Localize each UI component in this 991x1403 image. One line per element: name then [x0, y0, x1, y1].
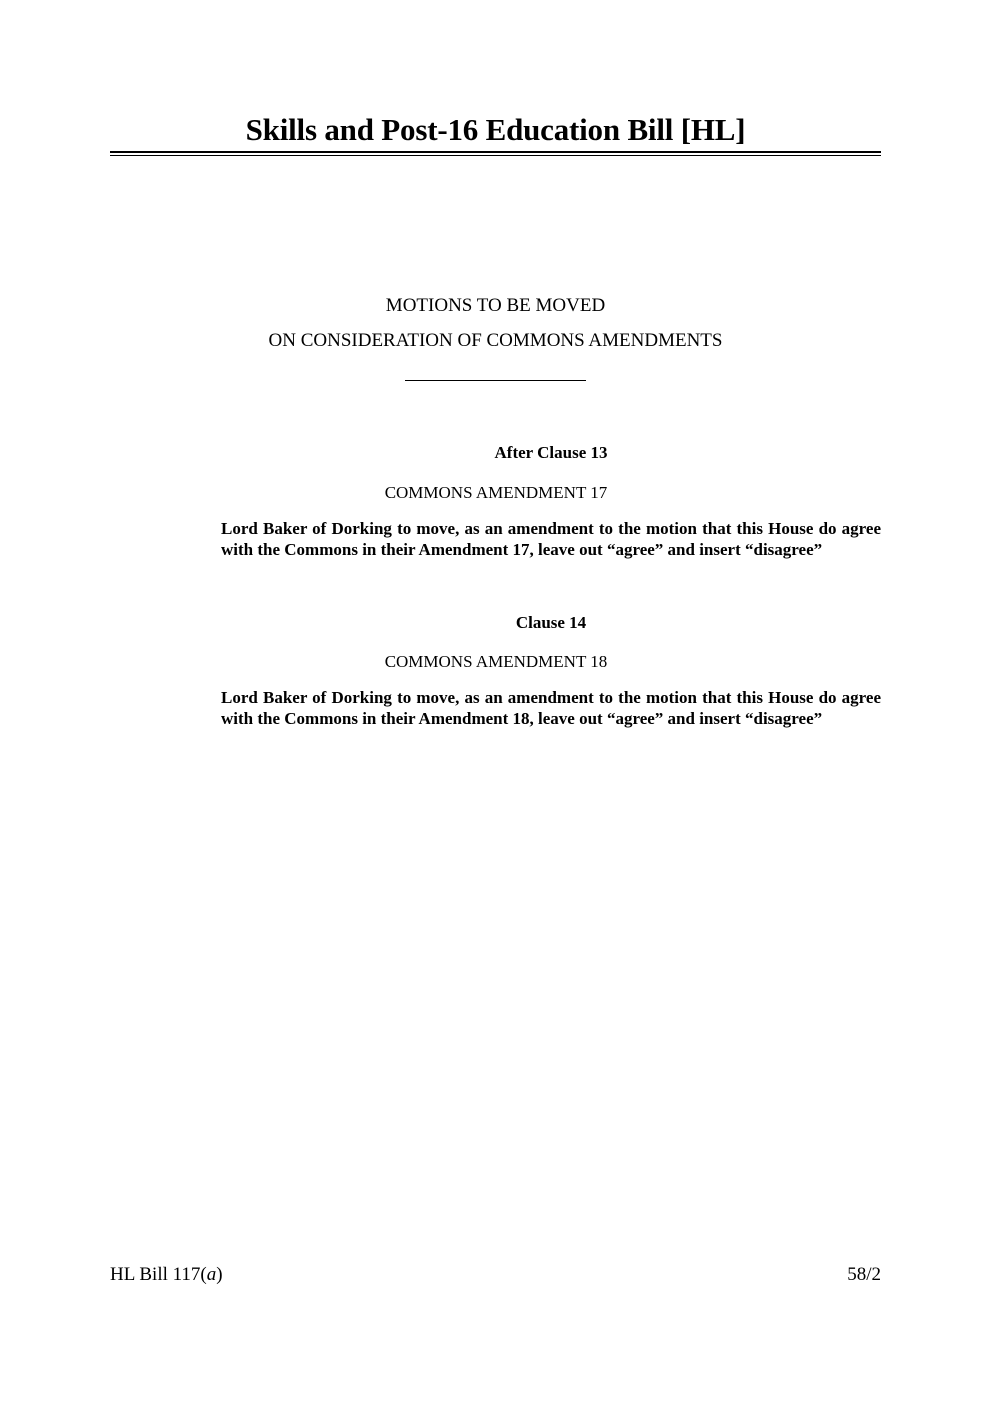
bill-reference-prefix: HL Bill 117( — [110, 1264, 207, 1285]
motions-subheading: ON CONSIDERATION OF COMMONS AMENDMENTS — [268, 330, 723, 351]
title-rule-thick — [110, 151, 881, 153]
bill-reference-letter: a — [206, 1264, 217, 1285]
bill-reference-suffix: ) — [216, 1264, 223, 1285]
clause-heading: Clause 14 — [515, 613, 587, 632]
motion-text: Lord Baker of Dorking to move, as an amendment to the motion that this House do agree with the Commons in their Amendment 17, leave out “agree” and insert “disagree” — [221, 519, 881, 559]
bill-reference — [110, 1263, 223, 1287]
motions-heading: MOTIONS TO BE MOVED — [385, 295, 606, 316]
clause-heading: After Clause 13 — [494, 443, 608, 462]
bill-title: Skills and Post-16 Education Bill [HL] — [245, 112, 746, 147]
page-reference: 58/2 — [847, 1264, 881, 1285]
amendment-heading: COMMONS AMENDMENT 18 — [384, 652, 608, 671]
amendment-heading: COMMONS AMENDMENT 17 — [384, 483, 608, 502]
section-divider — [405, 380, 586, 381]
motion-text: Lord Baker of Dorking to move, as an amendment to the motion that this House do agree with the Commons in their Amendment 18, leave out “agree” and insert “disagree” — [221, 688, 881, 728]
title-rule-thin — [110, 155, 881, 156]
